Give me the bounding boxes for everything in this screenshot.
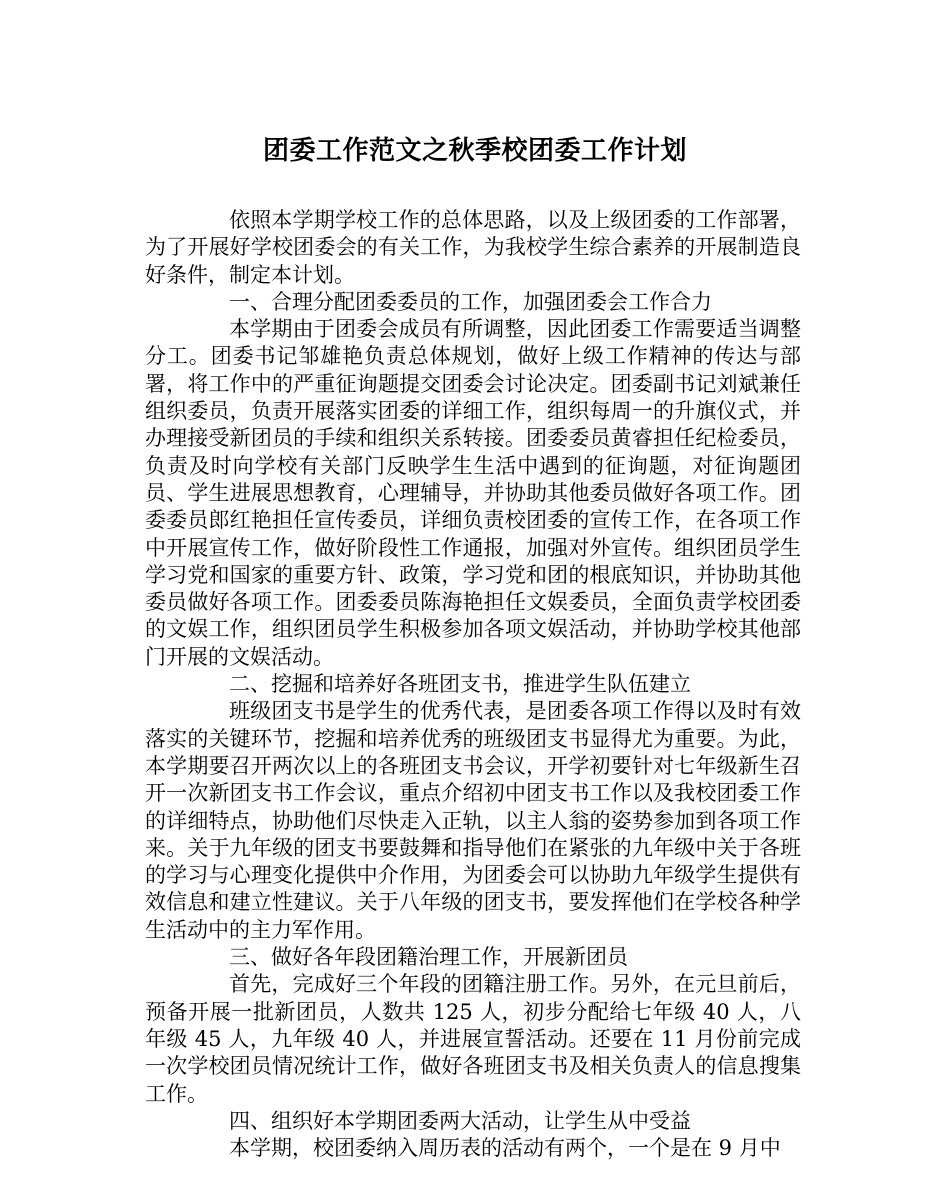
section-paragraph-3: 首先，完成好三个年段的团籍注册工作。另外，在元旦前后，预备开展一批新团员，人数共 125 人，初步分配给七年级 40 人，八年级 45 人，九年级 40 人，并进展宣誓活动。还要在 11 月份前完成一次学校团员情况统计工作，做好各班团支书及相关负责人的信息搜集工作。 xyxy=(145,972,801,1106)
section-paragraph-4: 本学期，校团委纳入周历表的活动有两个，一个是在 9 月中 xyxy=(229,1136,781,1161)
document-title: 团委工作范文之秋季校团委工作计划 xyxy=(262,136,687,166)
section-heading-1: 一、合理分配团委委员的工作，加强团委会工作合力 xyxy=(229,289,712,314)
section-heading-3: 三、做好各年段团籍治理工作，开展新团员 xyxy=(229,945,628,970)
intro-paragraph: 依照本学期学校工作的总体思路，以及上级团委的工作部署，为了开展好学校团委会的有关工作，为我校学生综合素养的开展制造良好条件，制定本计划。 xyxy=(145,208,801,287)
section-heading-4: 四、组织好本学期团委两大活动，让学生从中受益 xyxy=(229,1108,691,1133)
section-paragraph-2: 班级团支书是学生的优秀代表，是团委各项工作得以及时有效落实的关键环节，挖掘和培养优秀的班级团支书显得尤为重要。为此，本学期要召开两次以上的各班团支书会议，开学初要针对七年级新生召开一次新团支书工作会议，重点介绍初中团支书工作以及我校团委工作的详细特点，协助他们尽快走入正轨，以主人翁的姿势参加到各项工作来。关于九年级的团支书要鼓舞和指导他们在紧张的九年级中关于各班的学习与心理变化提供中介作用，为团委会可以协助九年级学生提供有效信息和建立性建议。关于八年级的团支书，要发挥他们在学校各种学生活动中的主力军作用。 xyxy=(145,699,801,942)
section-heading-2: 二、挖掘和培养好各班团支书，推进学生队伍建立 xyxy=(229,672,691,697)
section-paragraph-1: 本学期由于团委会成员有所调整，因此团委工作需要适当调整分工。团委书记邹雄艳负责总体规划，做好上级工作精神的传达与部署，将工作中的严重征询题提交团委会讨论决定。团委副书记刘斌兼任组织委员，负责开展落实团委的详细工作，组织每周一的升旗仪式，并办理接受新团员的手续和组织关系转接。团委委员黄睿担任纪检委员，负责及时向学校有关部门反映学生生活中遇到的征询题，对征询题团员、学生进展思想教育，心理辅导，并协助其他委员做好各项工作。团委委员郎红艳担任宣传委员，详细负责校团委的宣传工作，在各项工作中开展宣传工作，做好阶段性工作通报，加强对外宣传。组织团员学生学习党和国家的重要方针、政策，学习党和团的根底知识，并协助其他委员做好各项工作。团委委员陈海艳担任文娱委员，全面负责学校团委的文娱工作，组织团员学生积极参加各项文娱活动，并协助学校其他部门开展的文娱活动。 xyxy=(145,317,801,669)
document-body xyxy=(145,207,801,1162)
